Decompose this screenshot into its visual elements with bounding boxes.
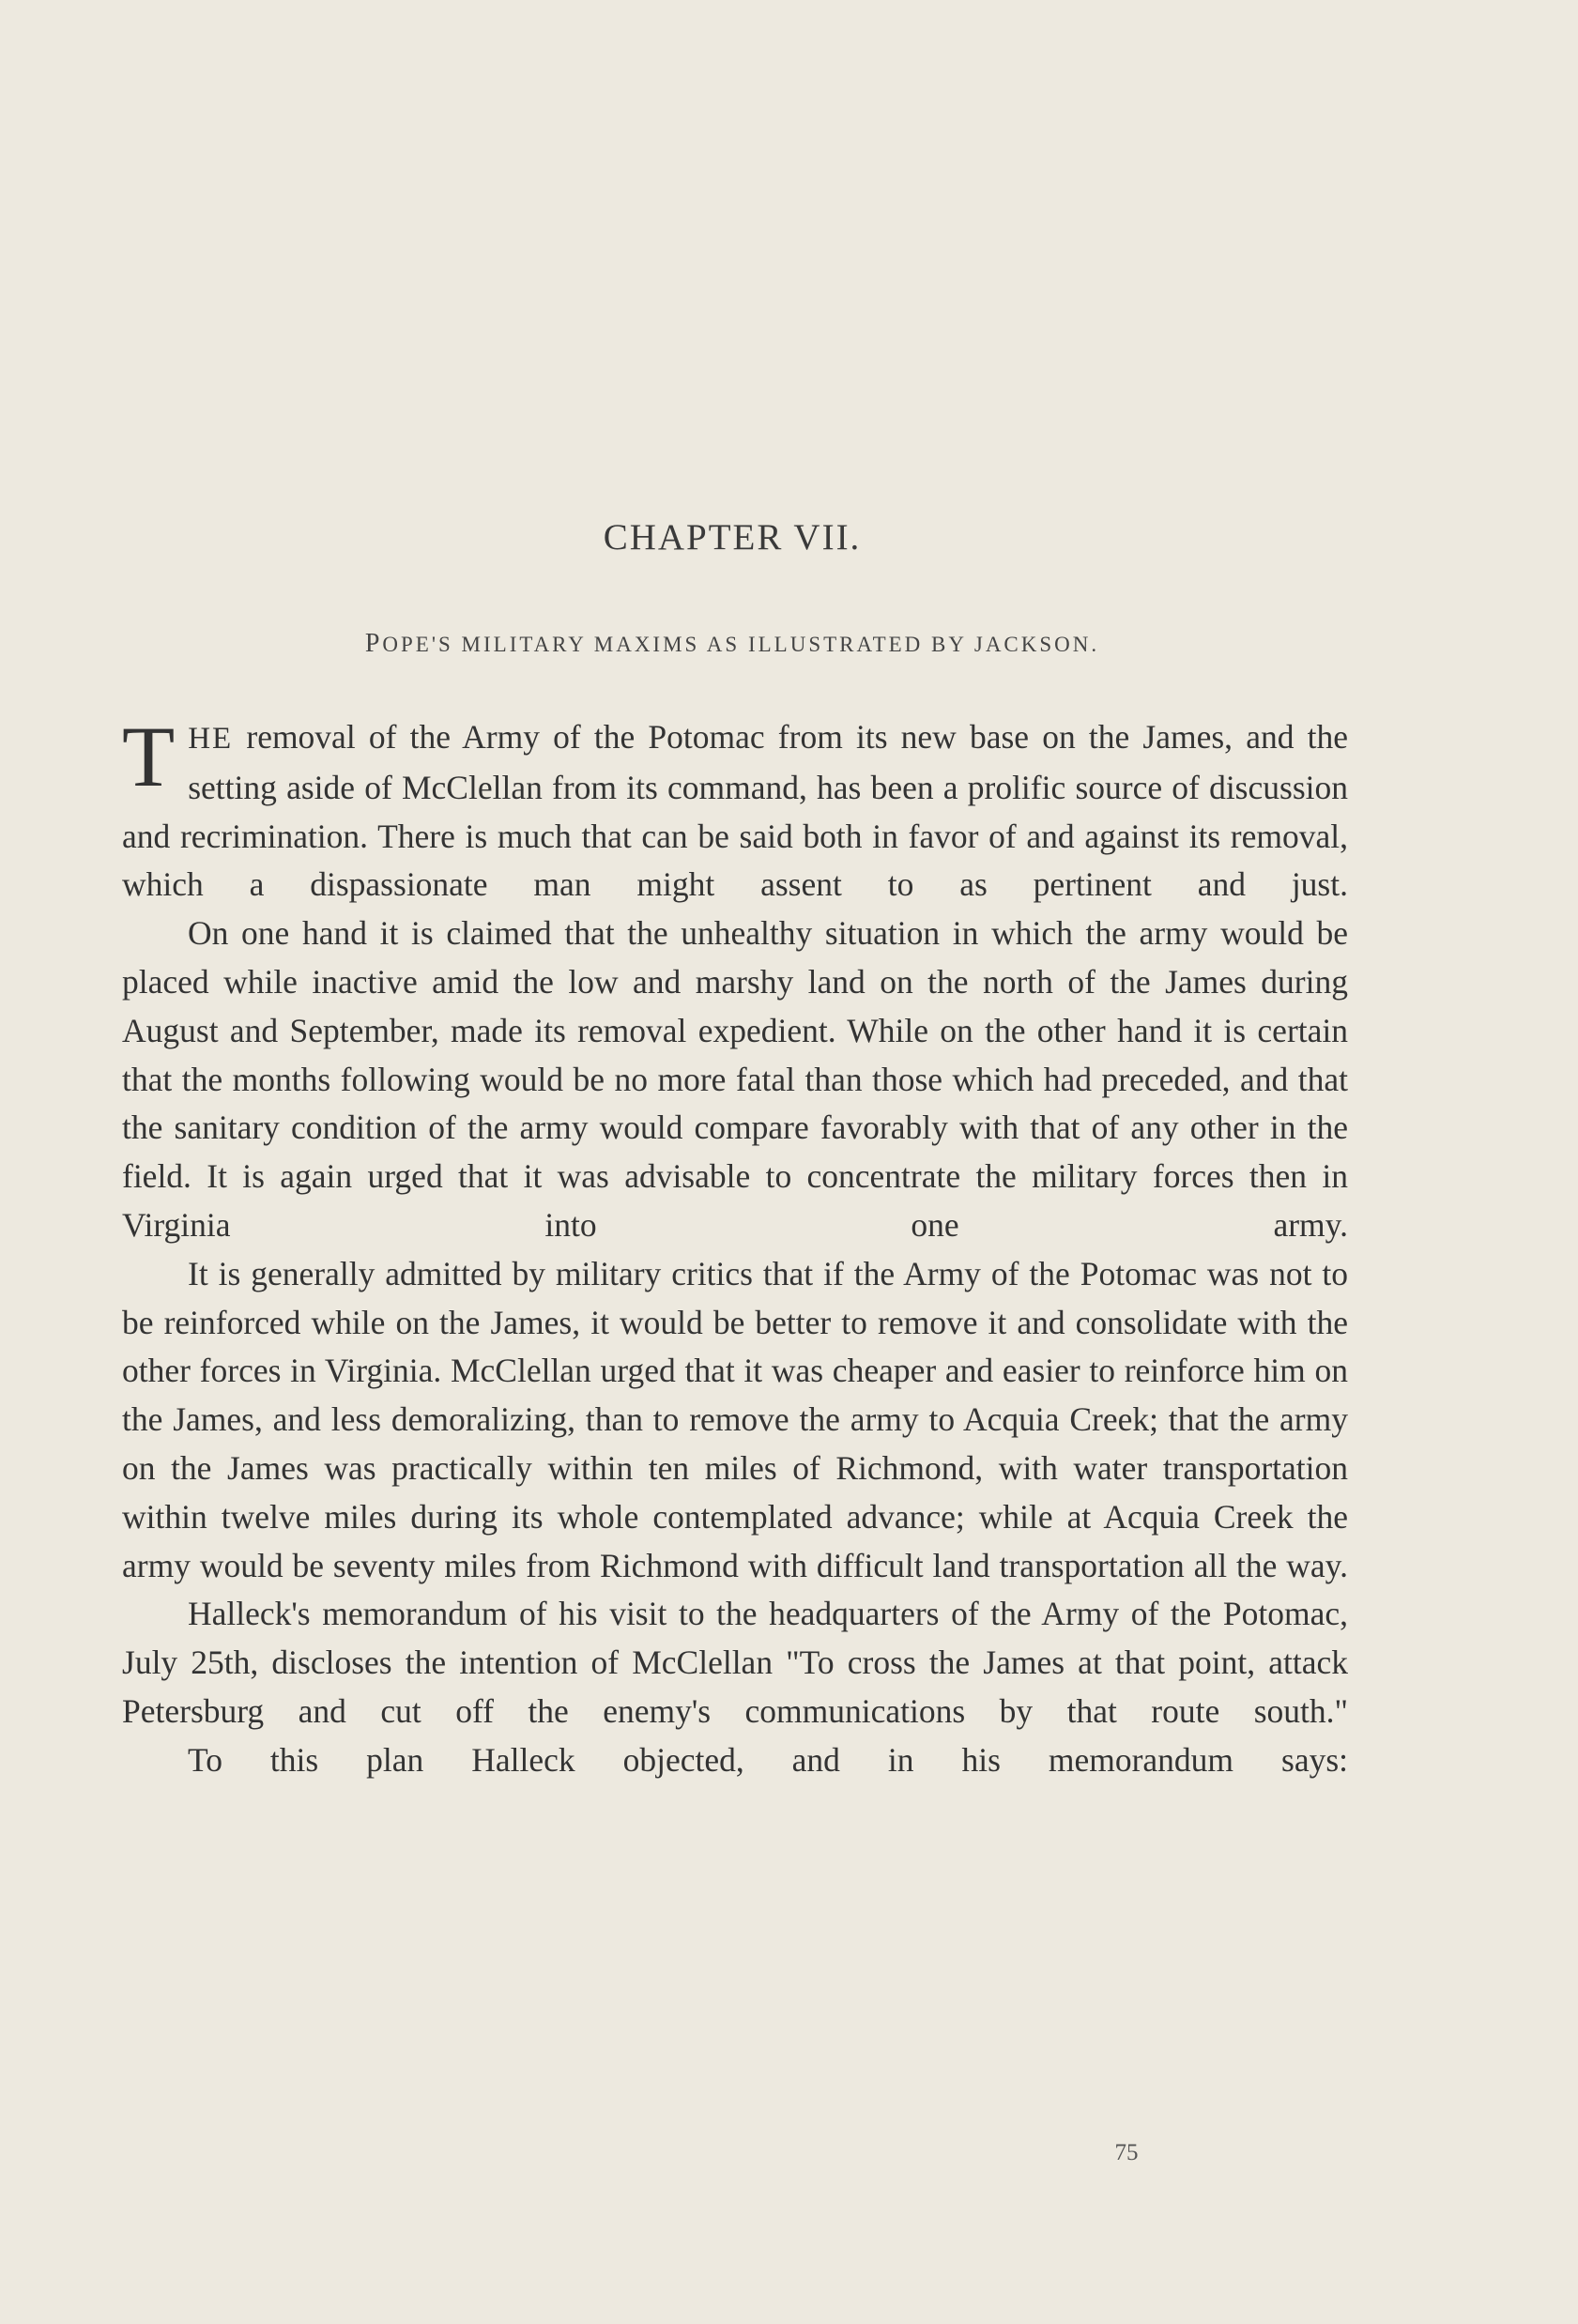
subtitle-lead: P bbox=[364, 629, 383, 658]
paragraph-3: It is generally admitted by military critics that if the Army of the Potomac was not to be reinforced while on the James, it would be better to remove it and consolidate with the other forces in Virginia. McClellan urged that it was cheaper and easier to reinforce him on the James, and less demoralizing, than to remove the army to Acquia Creek; that the army on the James was practically within ten miles of Richmond, with water transportation within twelve miles during its whole contemplated advance; while at Acquia Creek the army would be seventy miles from Richmond with difficult land transportation all the way. bbox=[122, 1254, 1348, 1584]
subtitle-rest: OPE'S MILITARY MAXIMS AS ILLUSTRATED BY JACKSON. bbox=[382, 633, 1100, 656]
drop-cap: T bbox=[122, 709, 176, 804]
body-text bbox=[122, 709, 1348, 1785]
chapter-title: CHAPTER VII. bbox=[603, 517, 862, 558]
paragraph-2: On one hand it is claimed that the unhealthy situation in which the army would be placed while inactive amid the low and marshy land on the north of the James during August and September, made its removal expedient. While on the other hand it is certain that the months following would be no more fatal than those which had preceded, and that the sanitary condition of the army would compare favorably with that of any other in the field. It is again urged that it was advisable to concentrate the military forces then in Virginia into one army. bbox=[122, 914, 1348, 1244]
chapter-subtitle bbox=[0, 629, 1464, 659]
paragraph-4: Halleck's memorandum of his visit to the headquarters of the Army of the Potomac, July 25th, discloses the intention of McClellan "To cross the James at that point, attack Petersburg and cut off the enemy's communications by that route south." bbox=[122, 1595, 1348, 1730]
page-number: 75 bbox=[1114, 2140, 1139, 2165]
paragraph-1-text: removal of the Army of the Potomac from its new base on the James, and the setting aside of McClellan from its command, has been a prolific source of discussion and recrimination. There is much that can be said both in favor of and against its removal, which a dispassionate man might assent to as pertinent and just. bbox=[122, 718, 1348, 904]
first-word-smallcaps: HE bbox=[188, 722, 234, 756]
paragraph-5: To this plan Halleck objected, and in his memorandum says: bbox=[188, 1740, 1348, 1779]
paragraph-1 bbox=[122, 709, 1348, 910]
